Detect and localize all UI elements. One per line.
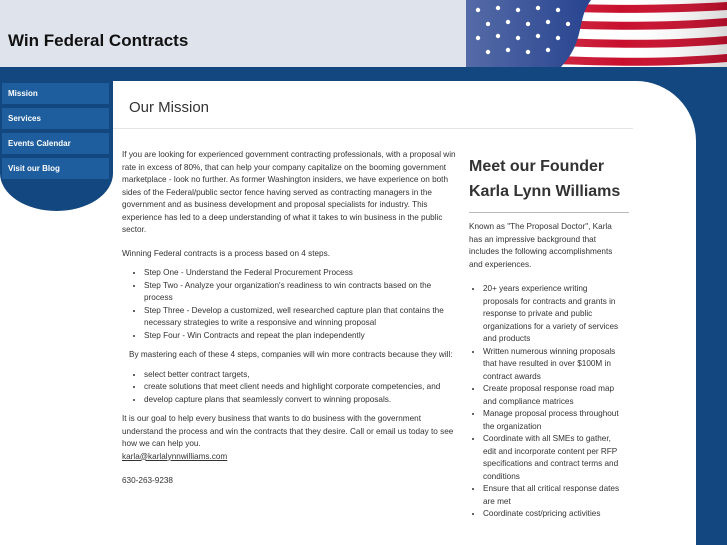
list-item: • Written numerous winning proposals that have resulted in over $100M in contract awards — [483, 346, 621, 384]
list-item: • Step One - Understand the Federal Procurement Process — [144, 267, 462, 280]
accomplishments-list — [469, 283, 621, 521]
site-title[interactable]: Win Federal Contracts — [8, 31, 189, 50]
main-column — [122, 149, 462, 499]
goal-paragraph: It is our goal to help every business that wants to do business with the government understand the process and win the contracts that they desire. Call or email us today to see how we can help you. — [122, 414, 454, 448]
american-flag-image — [466, 0, 727, 67]
site-header — [0, 0, 727, 67]
list-item: • Create proposal response road map and compliance matrices — [483, 383, 621, 408]
sidebar-nav — [0, 81, 113, 211]
title-divider — [113, 128, 633, 129]
nav-item-blog[interactable]: Visit our Blog — [2, 158, 109, 179]
benefits-list — [122, 369, 462, 407]
list-item: • select better contract targets, — [144, 369, 462, 382]
nav-item-events-calendar[interactable]: Events Calendar — [2, 133, 109, 154]
flag-graphic — [466, 0, 727, 67]
list-item: • Ensure that all critical response dates are met — [483, 483, 621, 508]
list-item: • Step Four - Win Contracts and repeat the plan independently — [144, 330, 462, 343]
list-item: • 20+ years experience writing proposals for contracts and grants in response to private and public organizations for a variety of services and products — [483, 283, 621, 346]
list-item: • develop capture plans that seamlessly convert to winning proposals. — [144, 394, 462, 407]
top-bar — [0, 67, 727, 81]
steps-list — [122, 267, 462, 342]
list-item: • Coordinate with all SMEs to gather, edit and incorporate content per RFP specifications and contract terms and conditions — [483, 433, 621, 483]
list-item: • Manage proposal process throughout the organization — [483, 408, 621, 433]
founder-heading: Meet our Founder Karla Lynn Williams — [469, 158, 621, 200]
phone-number: 630-263-9238 — [122, 476, 173, 485]
process-intro: Winning Federal contracts is a process based on 4 steps. — [122, 248, 330, 258]
sidebar-divider — [469, 212, 629, 213]
nav-item-services[interactable]: Services — [2, 108, 109, 129]
email-link[interactable]: karla@karlalynnwilliams.com — [122, 451, 228, 461]
list-item: • Step Two - Analyze your organization's readiness to win contracts based on the process — [144, 280, 462, 305]
founder-body — [469, 221, 621, 521]
founder-intro: Known as "The Proposal Doctor", Karla has an impressive background that includes the following accomplishments and experiences. — [469, 222, 613, 269]
list-item: • Coordinate cost/pricing activities — [483, 508, 621, 521]
content-area — [113, 81, 696, 545]
list-item: • create solutions that meet client needs and highlight corporate competencies, and — [144, 381, 462, 394]
nav-item-mission[interactable]: Mission — [2, 83, 109, 104]
page-title: Our Mission — [129, 99, 210, 116]
founder-sidebar — [469, 155, 629, 521]
intro-paragraph: If you are looking for experienced government contracting professionals, with a proposal win rate in excess of 80%, that can help your company capitalize on the booming government marketplace - look no further. As former Washington insiders, we have experience on both sides of the Federal/public sector fence having served as contracting managers in the government and as business development and proposal specialists for industry. This experience has led to a deep understanding of what it takes to win business in the public sector. — [122, 150, 456, 234]
list-item: • Step Three - Develop a customized, well researched capture plan that contains the necessary strategies to write a responsive and winning proposal — [144, 305, 462, 330]
mastering-paragraph: By mastering each of these 4 steps, companies will win more contracts because they will: — [129, 350, 453, 359]
